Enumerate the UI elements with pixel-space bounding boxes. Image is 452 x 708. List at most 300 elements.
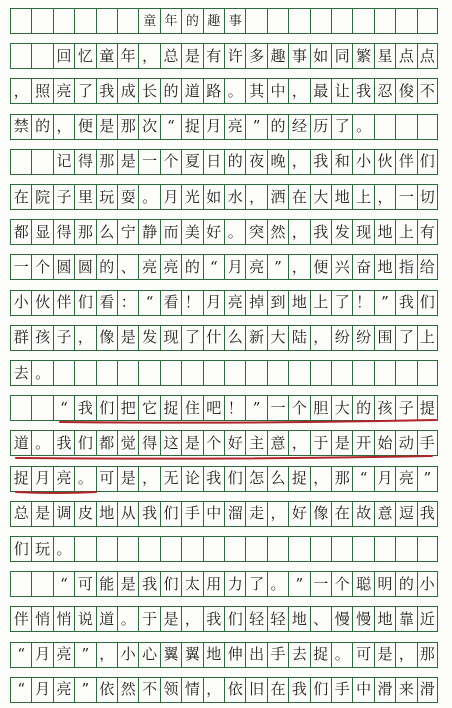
grid-cell: 我	[310, 220, 331, 244]
grid-cell: 我	[288, 678, 309, 702]
grid-cell: 圆	[53, 255, 74, 279]
grid-cell	[310, 537, 331, 561]
grid-cell: ，	[138, 44, 159, 68]
grid-cell: ”	[288, 572, 309, 596]
grid-cell: 亮	[138, 255, 159, 279]
grid-cell: 。	[224, 220, 245, 244]
grid-cell: 大	[267, 326, 288, 350]
grid-cell: 地	[96, 502, 117, 526]
grid-cell: 去	[288, 643, 309, 667]
grid-cell: 我	[352, 79, 373, 103]
grid-cell	[160, 537, 181, 561]
grid-cell: 地	[331, 185, 352, 209]
grid-cell	[245, 537, 266, 561]
grid-cell: 不	[417, 79, 438, 103]
grid-cell: 出	[245, 643, 266, 667]
grid-cell	[53, 9, 74, 33]
grid-cell: 们	[310, 678, 331, 702]
grid-cell: 陆	[288, 326, 309, 350]
grid-cell: 皮	[74, 502, 95, 526]
grid-cell: 月	[31, 643, 52, 667]
grid-cell: 我	[203, 607, 224, 631]
grid-cell: 现	[160, 326, 181, 350]
grid-cell: 依	[224, 678, 245, 702]
grid-cell: 次	[138, 115, 159, 139]
grid-cell	[267, 361, 288, 385]
grid-cell: 到	[267, 291, 288, 315]
grid-cell: 一	[10, 255, 31, 279]
grid-cell: 玩	[31, 537, 52, 561]
grid-cell: 宁	[117, 220, 138, 244]
grid-cell: 月	[203, 291, 224, 315]
grid-cell: 捉	[310, 643, 331, 667]
grid-cell: 发	[331, 220, 352, 244]
grid-cell: “	[203, 255, 224, 279]
grid-cell: 的	[181, 9, 202, 33]
grid-cell	[74, 537, 95, 561]
grid-cell	[96, 537, 117, 561]
grid-row	[10, 325, 438, 351]
grid-cell: 点	[395, 44, 416, 68]
grid-cell: 现	[352, 220, 373, 244]
grid-cell: ，	[288, 150, 309, 174]
grid-cell: 趣	[267, 44, 288, 68]
grid-cell: 便	[310, 255, 331, 279]
grid-cell: 道	[10, 431, 31, 455]
grid-cell	[374, 361, 395, 385]
grid-cell: ，	[203, 678, 224, 702]
grid-cell	[417, 537, 438, 561]
grid-cell: 纷	[331, 326, 352, 350]
grid-cell: 手	[331, 678, 352, 702]
grid-row	[10, 43, 438, 69]
grid-cell	[245, 9, 266, 33]
grid-cell: 于	[310, 431, 331, 455]
grid-cell: 慢	[331, 607, 352, 631]
grid-cell	[10, 9, 31, 33]
grid-cell: 小	[352, 150, 373, 174]
grid-cell: 了	[245, 572, 266, 596]
grid-cell: 我	[395, 291, 416, 315]
grid-cell	[417, 361, 438, 385]
grid-cell: 个	[31, 255, 52, 279]
grid-cell: 如	[203, 185, 224, 209]
grid-cell: ！	[224, 396, 245, 420]
grid-cell: 亮	[224, 115, 245, 139]
grid-cell: ，	[74, 326, 95, 350]
grid-cell: 把	[117, 396, 138, 420]
grid-cell: 得	[74, 150, 95, 174]
grid-cell: 从	[117, 502, 138, 526]
grid-cell: 捉	[181, 115, 202, 139]
grid-cell: 的	[31, 115, 52, 139]
grid-cell	[31, 44, 52, 68]
grid-cell: 是	[96, 115, 117, 139]
grid-cell: 上	[417, 326, 438, 350]
grid-cell: 亮	[53, 678, 74, 702]
grid-cell: 、	[117, 255, 138, 279]
grid-cell: 美	[181, 220, 202, 244]
grid-cell	[117, 361, 138, 385]
grid-cell: 觉	[117, 431, 138, 455]
grid-cell: 其	[245, 79, 266, 103]
grid-cell: 禁	[10, 115, 31, 139]
grid-cell: 得	[138, 431, 159, 455]
grid-cell: 给	[417, 255, 438, 279]
grid-cell: 手	[267, 643, 288, 667]
grid-cell: 是	[31, 502, 52, 526]
grid-cell: 那	[74, 220, 95, 244]
grid-cell: 是	[331, 431, 352, 455]
grid-cell: 住	[181, 396, 202, 420]
grid-cell: 轻	[267, 607, 288, 631]
grid-cell: 点	[417, 44, 438, 68]
grid-cell: 悄	[31, 607, 52, 631]
grid-cell: 、	[310, 607, 331, 631]
grid-cell: 慢	[352, 607, 373, 631]
grid-row	[10, 501, 438, 527]
grid-cell: 意	[374, 502, 395, 526]
grid-cell	[138, 537, 159, 561]
grid-cell: 静	[138, 220, 159, 244]
grid-cell: “	[160, 115, 181, 139]
grid-cell: “	[138, 291, 159, 315]
grid-cell: 去	[10, 361, 31, 385]
grid-cell: ，	[395, 643, 416, 667]
grid-cell	[31, 150, 52, 174]
grid-cell: 好	[288, 502, 309, 526]
grid-cell: 看	[96, 291, 117, 315]
grid-row	[10, 571, 438, 597]
grid-cell: 。	[224, 79, 245, 103]
grid-cell: 悄	[53, 607, 74, 631]
grid-cell	[10, 572, 31, 596]
grid-cell	[10, 44, 31, 68]
grid-cell: ，	[288, 79, 309, 103]
grid-cell: 趣	[203, 9, 224, 33]
grid-cell: 一	[138, 150, 159, 174]
grid-cell: 月	[224, 255, 245, 279]
grid-cell: 俊	[395, 79, 416, 103]
grid-cell: 伸	[224, 643, 245, 667]
grid-cell: 在	[267, 678, 288, 702]
grid-cell	[310, 361, 331, 385]
grid-cell: 夏	[181, 150, 202, 174]
grid-cell: 突	[245, 220, 266, 244]
grid-cell: ，	[310, 326, 331, 350]
grid-cell: ，	[310, 467, 331, 491]
grid-cell: 们	[10, 537, 31, 561]
grid-cell: 们	[224, 607, 245, 631]
grid-cell: 道	[181, 79, 202, 103]
grid-cell: 子	[53, 185, 74, 209]
grid-cell: 了	[331, 291, 352, 315]
grid-cell	[203, 361, 224, 385]
grid-cell: 在	[331, 502, 352, 526]
grid-cell: 无	[160, 467, 181, 491]
grid-cell: 月	[203, 115, 224, 139]
grid-cell: ”	[245, 115, 266, 139]
grid-cell	[74, 361, 95, 385]
grid-cell: 我	[138, 572, 159, 596]
grid-cell: 显	[31, 220, 52, 244]
grid-cell: 手	[417, 431, 438, 455]
grid-cell: 明	[374, 572, 395, 596]
grid-row	[10, 78, 438, 104]
grid-cell	[224, 361, 245, 385]
grid-cell: 们	[74, 291, 95, 315]
grid-cell: 都	[96, 431, 117, 455]
grid-cell: 什	[203, 326, 224, 350]
grid-cell: 童	[96, 44, 117, 68]
grid-cell: 是	[374, 643, 395, 667]
grid-cell: 于	[138, 607, 159, 631]
grid-cell: 这	[160, 431, 181, 455]
grid-cell: 伙	[374, 150, 395, 174]
grid-cell	[352, 361, 373, 385]
grid-cell: 地	[374, 220, 395, 244]
grid-cell: 么	[96, 220, 117, 244]
grid-cell: 指	[395, 255, 416, 279]
grid-cell: 成	[117, 79, 138, 103]
grid-cell: “	[352, 467, 373, 491]
grid-cell: 圆	[74, 255, 95, 279]
grid-cell: 的	[181, 255, 202, 279]
grid-cell	[203, 537, 224, 561]
grid-cell: 亮	[53, 467, 74, 491]
grid-cell: 让	[331, 79, 352, 103]
grid-cell: 亮	[395, 467, 416, 491]
grid-cell: 好	[203, 220, 224, 244]
grid-cell: 的	[352, 396, 373, 420]
grid-cell: 忍	[374, 79, 395, 103]
grid-cell: 孩	[31, 326, 52, 350]
grid-cell	[31, 572, 52, 596]
grid-cell: 的	[395, 572, 416, 596]
grid-cell: 不	[138, 678, 159, 702]
grid-cell: 可	[74, 572, 95, 596]
grid-cell: 那	[331, 467, 352, 491]
grid-cell: 亮	[224, 291, 245, 315]
grid-cell: 个	[331, 572, 352, 596]
grid-cell: 是	[181, 44, 202, 68]
grid-cell: 。	[53, 537, 74, 561]
grid-cell: ”	[267, 255, 288, 279]
grid-cell: 照	[31, 79, 52, 103]
grid-cell: 夜	[245, 150, 266, 174]
grid-cell	[31, 396, 52, 420]
grid-cell: 。	[138, 185, 159, 209]
grid-cell: 然	[267, 220, 288, 244]
grid-cell: 能	[96, 572, 117, 596]
grid-cell: 轻	[245, 607, 266, 631]
grid-cell: 像	[310, 502, 331, 526]
grid-cell: 月	[31, 467, 52, 491]
grid-cell: 力	[224, 572, 245, 596]
grid-cell: ，	[138, 467, 159, 491]
grid-row	[10, 677, 438, 703]
grid-cell: 一	[310, 572, 331, 596]
grid-cell: 院	[31, 185, 52, 209]
grid-cell: 伴	[53, 291, 74, 315]
grid-row	[10, 360, 438, 386]
grid-row	[10, 430, 438, 456]
grid-cell: 总	[10, 502, 31, 526]
grid-cell: 太	[181, 572, 202, 596]
grid-cell	[96, 361, 117, 385]
grid-cell: 动	[395, 431, 416, 455]
grid-cell	[395, 115, 416, 139]
grid-cell	[181, 361, 202, 385]
grid-cell: 的	[224, 150, 245, 174]
grid-cell	[267, 9, 288, 33]
grid-cell	[74, 9, 95, 33]
grid-cell: 伴	[395, 150, 416, 174]
grid-cell: 地	[203, 643, 224, 667]
grid-cell: 捉	[160, 396, 181, 420]
grid-cell: 洒	[267, 185, 288, 209]
grid-cell: 我	[138, 502, 159, 526]
grid-cell: 最	[310, 79, 331, 103]
grid-cell	[395, 9, 416, 33]
grid-row	[10, 536, 438, 562]
grid-cell: 。	[31, 361, 52, 385]
grid-cell: 的	[160, 79, 181, 103]
grid-cell: 地	[288, 291, 309, 315]
grid-cell: 纷	[352, 326, 373, 350]
grid-cell	[331, 9, 352, 33]
grid-cell: 我	[310, 150, 331, 174]
grid-cell: 捉	[288, 467, 309, 491]
grid-cell: 发	[138, 326, 159, 350]
grid-row	[10, 642, 438, 668]
grid-cell	[53, 361, 74, 385]
grid-cell: 在	[10, 185, 31, 209]
grid-cell	[417, 115, 438, 139]
grid-cell	[374, 9, 395, 33]
grid-cell	[288, 537, 309, 561]
grid-cell: 它	[138, 396, 159, 420]
grid-row	[10, 149, 438, 175]
grid-cell: 兴	[331, 255, 352, 279]
grid-cell: ，	[181, 607, 202, 631]
grid-cell: 里	[74, 185, 95, 209]
grid-cell: 意	[267, 431, 288, 455]
grid-cell: 孩	[374, 396, 395, 420]
grid-cell: ，	[288, 255, 309, 279]
grid-cell: 耍	[117, 185, 138, 209]
grid-cell: 大	[331, 396, 352, 420]
grid-cell: 玩	[96, 185, 117, 209]
grid-cell: 上	[395, 220, 416, 244]
grid-cell: 捉	[10, 467, 31, 491]
grid-cell: 地	[374, 607, 395, 631]
grid-row	[10, 466, 438, 492]
grid-cell: 有	[203, 44, 224, 68]
grid-cell: 。	[74, 467, 95, 491]
grid-cell: 主	[245, 431, 266, 455]
grid-cell: 事	[288, 44, 309, 68]
grid-cell: 便	[74, 115, 95, 139]
grid-cell: 滑	[417, 678, 438, 702]
grid-cell	[395, 537, 416, 561]
grid-cell: 在	[288, 185, 309, 209]
grid-cell: ”	[374, 291, 395, 315]
grid-cell: 的	[96, 255, 117, 279]
grid-cell: 亮	[245, 255, 266, 279]
grid-cell	[374, 537, 395, 561]
grid-cell: 看	[160, 291, 181, 315]
grid-cell: 胆	[310, 396, 331, 420]
grid-cell: 了	[331, 115, 352, 139]
grid-cell: 依	[96, 678, 117, 702]
grid-cell: 切	[417, 185, 438, 209]
grid-cell: ”	[74, 678, 95, 702]
grid-cell: 星	[374, 44, 395, 68]
grid-cell: ，	[374, 185, 395, 209]
grid-cell: 旧	[245, 678, 266, 702]
grid-cell: ”	[74, 643, 95, 667]
grid-row	[10, 290, 438, 316]
grid-cell: 那	[96, 150, 117, 174]
grid-cell: 了	[74, 79, 95, 103]
grid-cell: 我	[96, 79, 117, 103]
grid-cell: ，	[245, 185, 266, 209]
grid-cell: 逗	[395, 502, 416, 526]
grid-cell: 吧	[203, 396, 224, 420]
grid-cell: “	[53, 396, 74, 420]
grid-cell: 。	[331, 643, 352, 667]
grid-cell: 聪	[352, 572, 373, 596]
grid-cell	[331, 361, 352, 385]
grid-cell: 故	[352, 502, 373, 526]
grid-cell: 日	[203, 150, 224, 174]
grid-cell: 手	[181, 502, 202, 526]
grid-row	[10, 219, 438, 245]
grid-cell: 论	[181, 467, 202, 491]
grid-cell: 。	[267, 572, 288, 596]
grid-cell	[10, 396, 31, 420]
grid-cell: 那	[417, 643, 438, 667]
grid-cell: 中	[203, 502, 224, 526]
grid-cell: 是	[117, 150, 138, 174]
grid-cell	[288, 361, 309, 385]
grid-cell: ！	[181, 291, 202, 315]
grid-cell: 如	[310, 44, 331, 68]
grid-cell: 个	[160, 150, 181, 174]
grid-cell: 们	[160, 572, 181, 596]
grid-cell: 历	[310, 115, 331, 139]
grid-cell: 童	[138, 9, 159, 33]
grid-cell: 走	[245, 502, 266, 526]
grid-cell: 心	[138, 643, 159, 667]
grid-cell: 是	[117, 467, 138, 491]
grid-cell: 亮	[53, 79, 74, 103]
grid-cell: “	[10, 643, 31, 667]
grid-cell: 情	[181, 678, 202, 702]
grid-cell: 可	[352, 643, 373, 667]
grid-cell: 滑	[374, 678, 395, 702]
grid-cell: 晚	[267, 150, 288, 174]
grid-cell: 子	[395, 396, 416, 420]
grid-cell: 来	[395, 678, 416, 702]
grid-cell: 路	[203, 79, 224, 103]
grid-cell: 同	[331, 44, 352, 68]
grid-cell	[352, 537, 373, 561]
grid-cell	[352, 9, 373, 33]
grid-cell: 说	[74, 607, 95, 631]
grid-cell: 中	[352, 678, 373, 702]
